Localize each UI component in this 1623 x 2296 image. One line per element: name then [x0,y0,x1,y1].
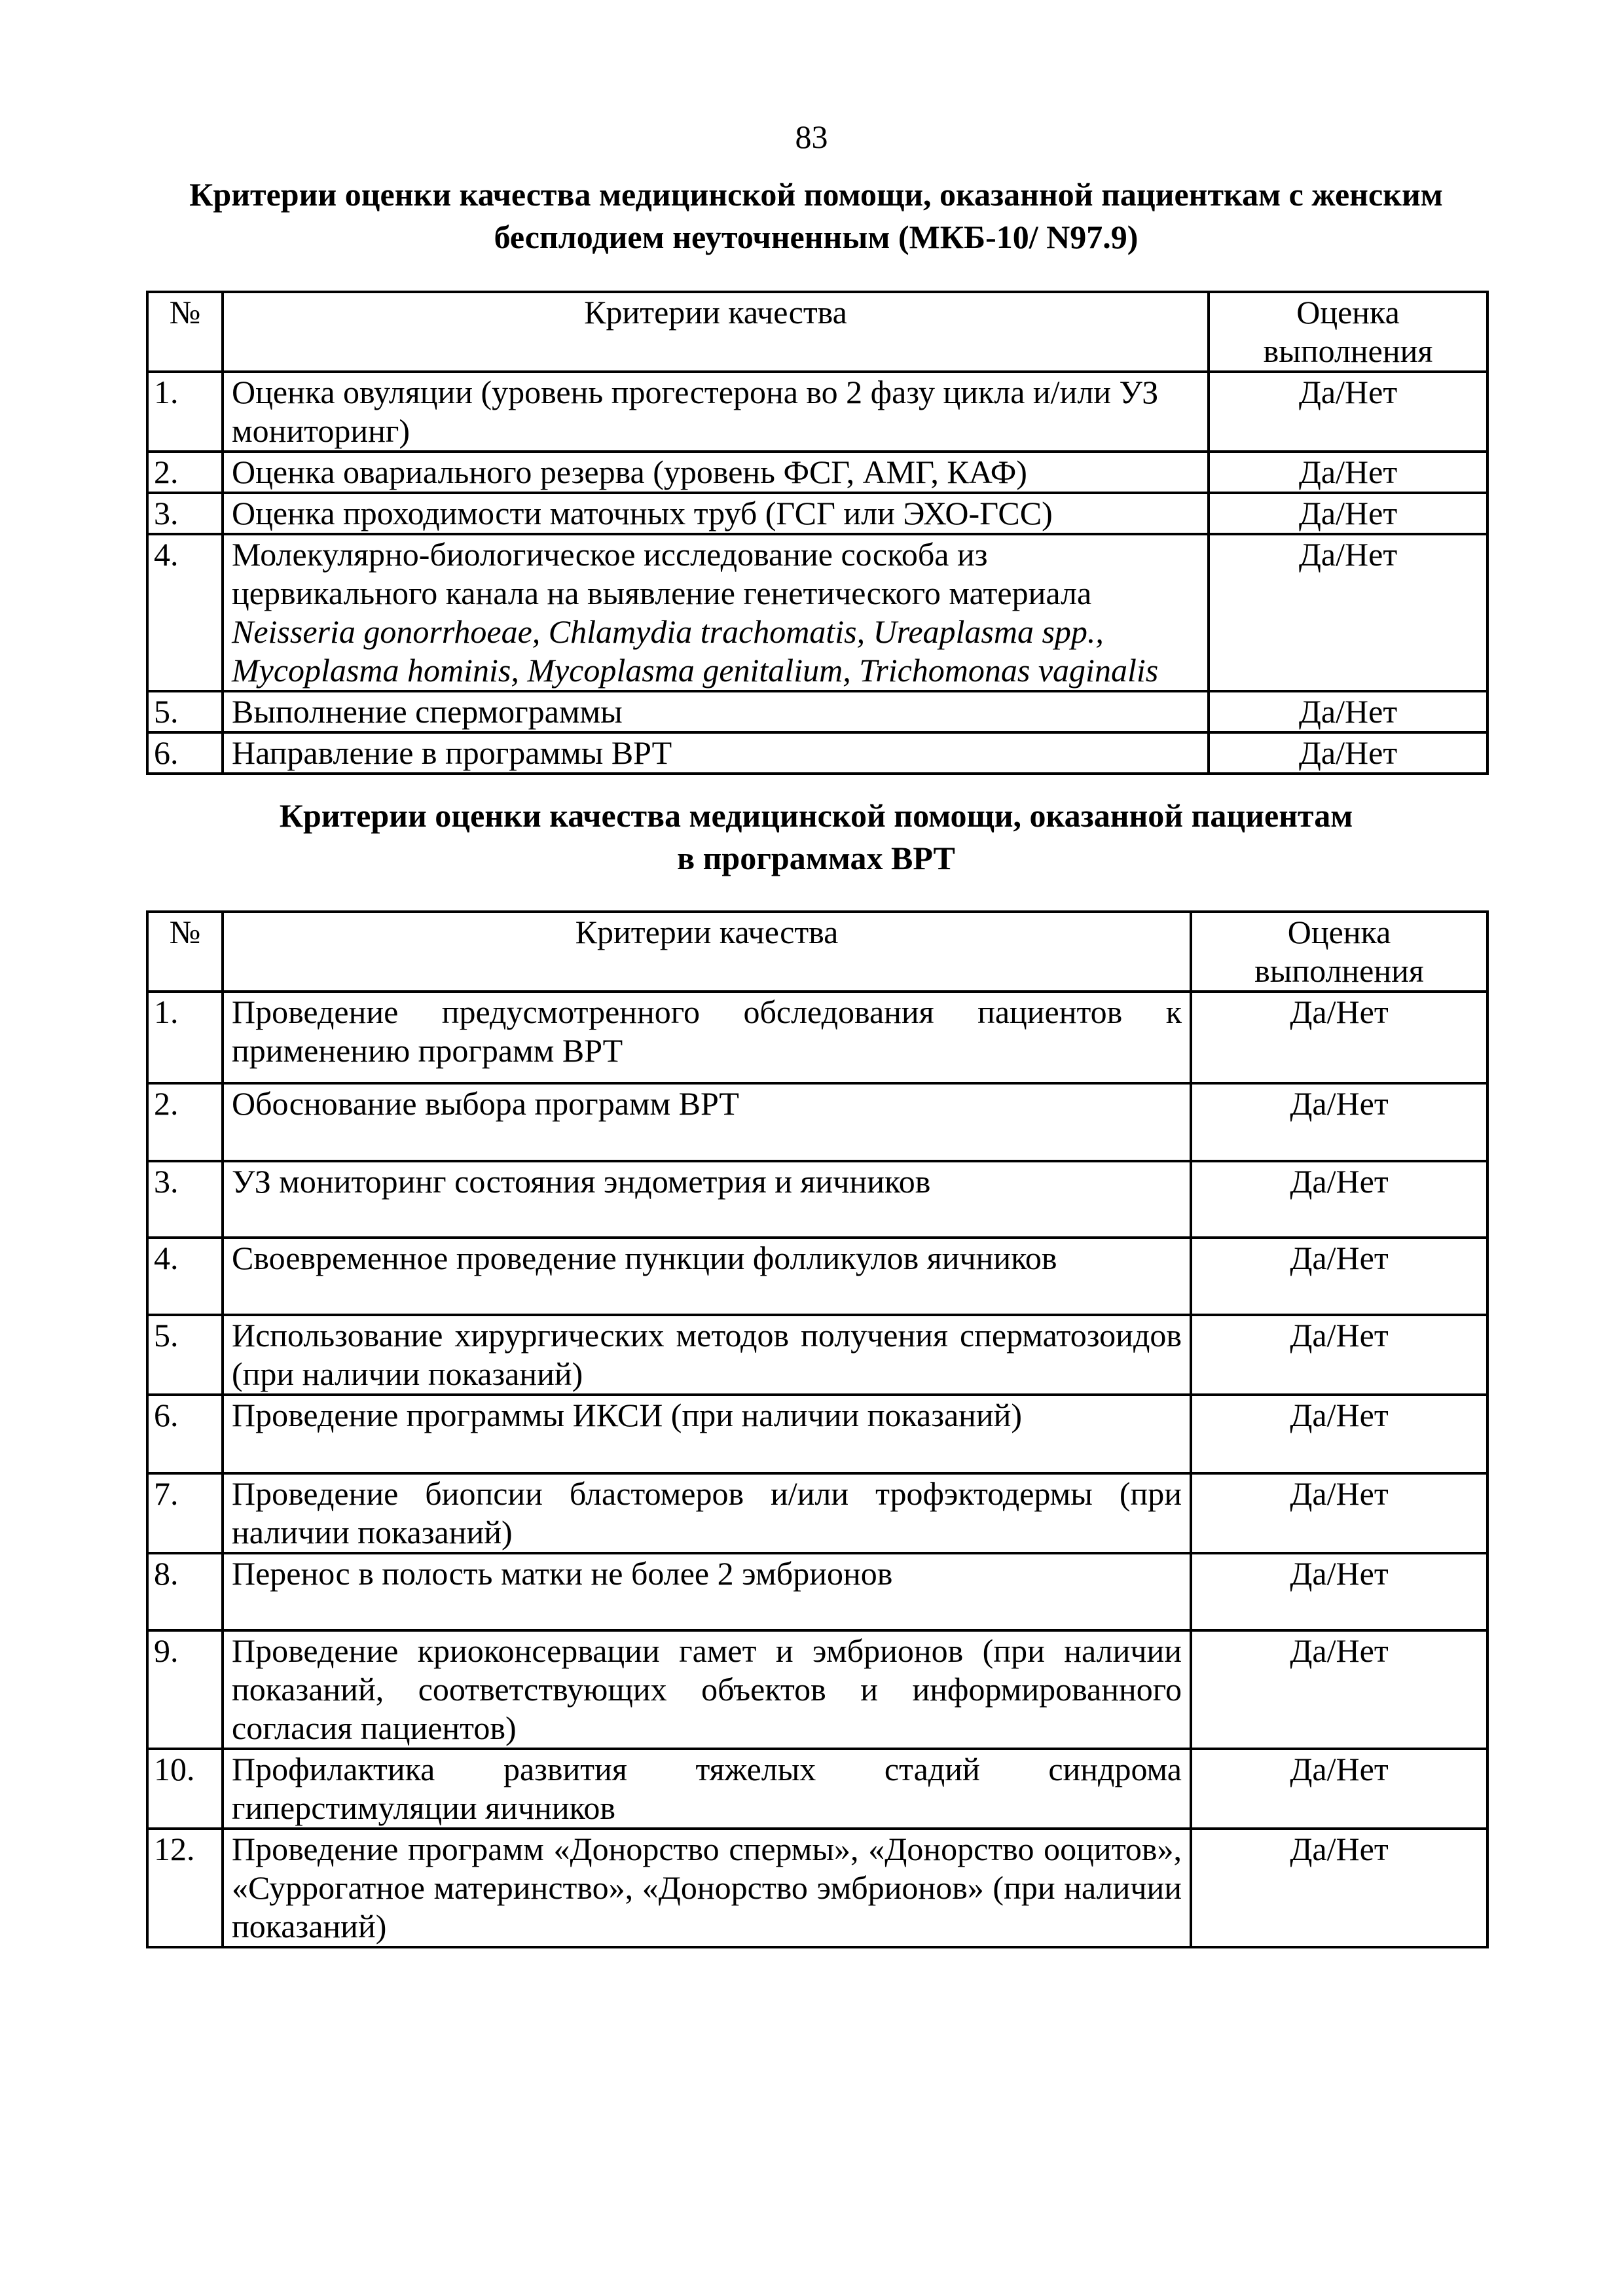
row-score: Да/Нет [1191,1630,1487,1749]
row-score: Да/Нет [1209,691,1487,732]
section1-title-line2: бесплодием неуточненным (МКБ-10/ N97.9) [494,219,1139,255]
section2-title-line1: Критерии оценки качества медицинской помощи, оказанной пациентам [279,797,1353,834]
row-criteria [223,1630,1191,1749]
row-number: 12. [147,1829,223,1947]
row-number: 2. [147,1083,223,1161]
criteria-text: Оценка овариального резерва (уровень ФСГ, АМГ, КАФ) [232,454,1027,490]
table-row [147,1238,1487,1315]
table-row [147,452,1487,493]
table-row [147,1083,1487,1161]
row-criteria [223,452,1209,493]
criteria-text: Своевременное проведение пункции фолликулов яичников [232,1240,1057,1276]
header-criteria: Критерии качества [223,292,1209,372]
row-criteria [223,372,1209,452]
table-row [147,732,1487,774]
row-number: 1. [147,372,223,452]
section1-title-line1: Критерии оценки качества медицинской помощи, оказанной пациенткам с женским [189,176,1443,213]
row-criteria [223,1749,1191,1829]
criteria-text: Профилактика развития тяжелых стадий синдрома гиперстимуляции яичников [232,1751,1182,1826]
table-row [147,1473,1487,1553]
row-criteria [223,1553,1191,1630]
criteria-text: Оценка проходимости маточных труб (ГСГ или ЭХО-ГСС) [232,495,1053,531]
section2-title [146,795,1486,880]
page-number: 83 [795,118,828,155]
criteria-text: Проведение биопсии бластомеров и/или трофэктодермы (при наличии показаний) [232,1475,1182,1551]
row-score: Да/Нет [1209,732,1487,774]
row-number: 3. [147,493,223,534]
row-criteria [223,1473,1191,1553]
criteria-text: Проведение предусмотренного обследования пациентов к применению программ ВРТ [232,994,1182,1069]
row-criteria [223,691,1209,732]
table-row [147,1749,1487,1829]
row-number: 2. [147,452,223,493]
criteria-text: Обоснование выбора программ ВРТ [232,1085,739,1122]
row-number: 6. [147,732,223,774]
row-score: Да/Нет [1191,992,1487,1083]
header-score: Оценка выполнения [1191,912,1487,992]
header-num: № [147,292,223,372]
row-number: 10. [147,1749,223,1829]
table-header-row [147,912,1487,992]
table-row [147,1395,1487,1473]
row-criteria [223,1829,1191,1947]
table-row [147,534,1487,691]
row-number: 6. [147,1395,223,1473]
row-criteria [223,493,1209,534]
row-criteria [223,1083,1191,1161]
criteria-text: Выполнение спермограммы [232,693,623,730]
row-score: Да/Нет [1209,493,1487,534]
organism-list: Neisseria gonorrhoeae, Chlamydia trachomatis, Ureaplasma spp., Mycoplasma hominis, Mycoplasma genitalium, Trichomonas vaginalis [232,613,1159,689]
section1-title [146,173,1486,259]
header-num: № [147,912,223,992]
row-criteria [223,732,1209,774]
table-row [147,372,1487,452]
header-criteria: Критерии качества [223,912,1191,992]
table-row [147,1829,1487,1947]
table-header-row [147,292,1487,372]
row-number: 8. [147,1553,223,1630]
row-criteria [223,1395,1191,1473]
section2-title-line2: в программах ВРТ [677,840,955,876]
row-number: 9. [147,1630,223,1749]
row-score: Да/Нет [1191,1083,1487,1161]
row-criteria [223,1315,1191,1395]
criteria-text: Использование хирургических методов получения сперматозоидов (при наличии показаний) [232,1317,1182,1392]
row-score: Да/Нет [1191,1749,1487,1829]
criteria-text: Проведение программ «Донорство спермы», «Донорство ооцитов», «Суррогатное материнство», «Донорство эмбрионов» (при наличии показаний) [232,1831,1182,1945]
criteria-text: Оценка овуляции (уровень прогестерона во 2 фазу цикла и/или УЗ мониторинг) [232,374,1159,449]
table-row [147,1553,1487,1630]
criteria-text: Направление в программы ВРТ [232,734,672,771]
table-row [147,1161,1487,1238]
row-criteria [223,534,1209,691]
row-criteria [223,1238,1191,1315]
row-score: Да/Нет [1191,1553,1487,1630]
criteria-text: УЗ мониторинг состояния эндометрия и яичников [232,1163,931,1200]
row-score: Да/Нет [1191,1473,1487,1553]
criteria-text: Проведение криоконсервации гамет и эмбрионов (при наличии показаний, соответствующих объектов и информированного согласия пациентов) [232,1632,1182,1746]
criteria-table-infertility [146,291,1489,775]
row-score: Да/Нет [1209,372,1487,452]
row-score: Да/Нет [1191,1829,1487,1947]
table-row [147,992,1487,1083]
criteria-table-art [146,910,1489,1948]
table-row [147,691,1487,732]
row-number: 4. [147,534,223,691]
row-number: 3. [147,1161,223,1238]
row-number: 5. [147,1315,223,1395]
row-score: Да/Нет [1209,534,1487,691]
row-number: 7. [147,1473,223,1553]
row-number: 5. [147,691,223,732]
row-criteria [223,1161,1191,1238]
row-score: Да/Нет [1191,1161,1487,1238]
table-row [147,493,1487,534]
table-row [147,1315,1487,1395]
criteria-text: Проведение программы ИКСИ (при наличии показаний) [232,1397,1023,1433]
row-criteria [223,992,1191,1083]
table-row [147,1630,1487,1749]
header-score: Оценка выполнения [1209,292,1487,372]
criteria-text: Перенос в полость матки не более 2 эмбрионов [232,1555,893,1592]
row-score: Да/Нет [1191,1395,1487,1473]
criteria-text: Молекулярно-биологическое исследование соскоба из цервикального канала на выявление генетического материала [232,536,1092,611]
row-score: Да/Нет [1191,1315,1487,1395]
row-score: Да/Нет [1191,1238,1487,1315]
row-number: 1. [147,992,223,1083]
row-score: Да/Нет [1209,452,1487,493]
row-number: 4. [147,1238,223,1315]
